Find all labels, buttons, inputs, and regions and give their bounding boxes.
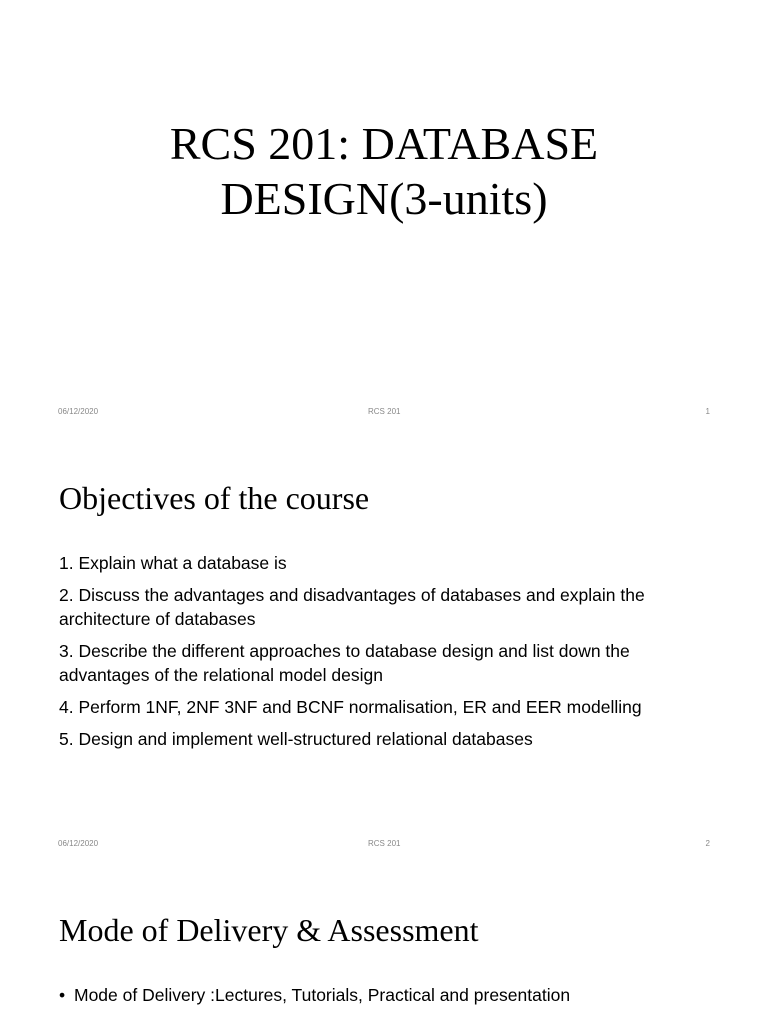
footer-page-number: 2 [705,839,710,848]
objective-item: 4. Perform 1NF, 2NF 3NF and BCNF normalisation, ER and EER modelling [59,697,642,717]
objective-item: 2. Discuss the advantages and disadvantages of databases and explain the architecture of databases [59,585,645,629]
objective-item: 1. Explain what a database is [59,553,287,573]
slide-1-title-line-1: RCS 201: DATABASE [169,118,599,169]
slide-1-footer [0,407,768,419]
slide-1-title-line-2: DESIGN(3-units) [220,173,548,224]
footer-course: RCS 201 [368,839,401,848]
slide-1-title [0,116,768,226]
objective-item: 5. Design and implement well-structured relational databases [59,729,533,749]
objective-item: 3. Describe the different approaches to database design and list down the advantages of the relational model design [59,641,630,685]
slide-2-title: Objectives of the course [59,480,370,516]
list-item-text: Mode of Delivery :Lectures, Tutorials, Practical and presentation [74,985,571,1005]
footer-course: RCS 201 [368,407,401,416]
slide-3 [0,864,768,1024]
objectives-list [59,551,719,759]
slide-1 [0,0,768,432]
footer-page-number: 1 [705,407,710,416]
slide-3-title: Mode of Delivery & Assessment [59,912,479,948]
footer-date: 06/12/2020 [58,839,99,848]
bullet-icon: • [59,985,66,1005]
slide-2-footer [0,839,768,851]
list-item [59,983,719,1007]
delivery-list [59,983,719,1007]
slide-2 [0,432,768,864]
footer-date: 06/12/2020 [58,407,99,416]
